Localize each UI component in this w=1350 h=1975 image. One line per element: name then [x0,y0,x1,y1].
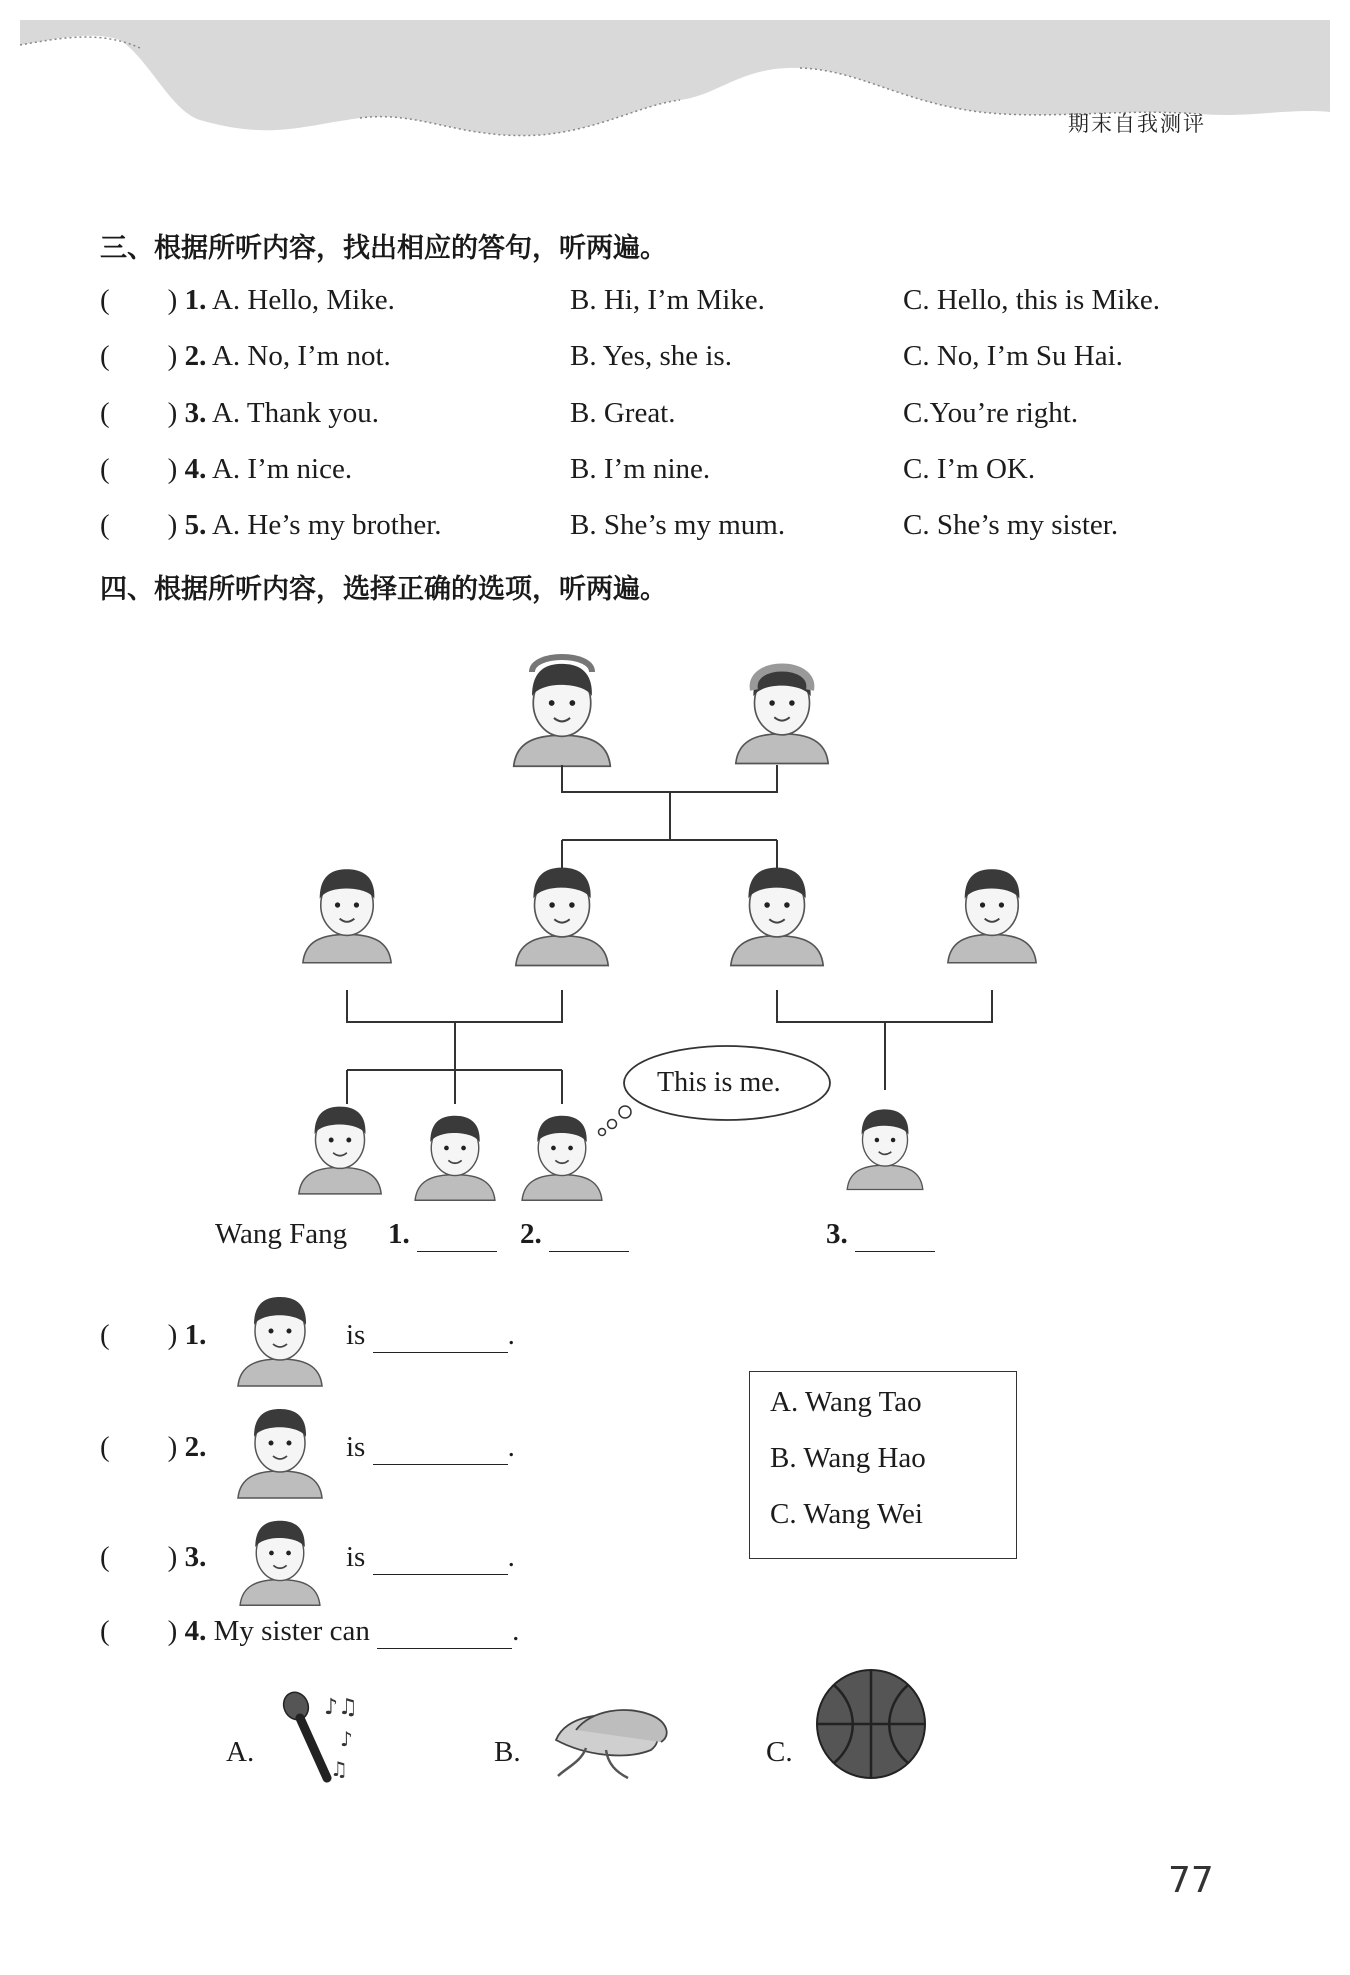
question-number: 4. [184,1615,207,1647]
option-c: C. I’m OK. [903,453,1036,485]
option-a: A. He’s my brother. [211,509,442,541]
section4-title: 四、根据所听内容，选择正确的选项，听两遍。 [100,574,667,605]
name-option-c: C. Wang Wei [770,1498,923,1530]
child-2-figure [522,1116,602,1201]
svg-text:♫: ♫ [330,1757,348,1781]
question-text: is [346,1431,366,1463]
option-a: A. No, I’m not. [211,340,391,372]
section4-question-1-text: is . [346,1319,515,1351]
name-option-b: B. Wang Hao [770,1442,926,1474]
answer-paren[interactable]: ( ) [100,1431,178,1463]
section4-question-2-text: is . [346,1431,515,1463]
child-1-figure [415,1116,495,1201]
option-b: B. Hi, I’m Mike. [570,284,765,316]
question-number: 1. [184,284,207,316]
grandma-figure [736,666,828,764]
tree-blank-number: 3. [826,1218,848,1250]
answer-blank[interactable] [373,1541,508,1575]
question-text: is [346,1541,366,1573]
answer-paren[interactable]: ( ) [100,1541,178,1573]
section4-question-3 [100,1541,206,1574]
option-c: C.You’re right. [903,397,1079,429]
answer-paren[interactable]: ( ) [100,509,178,541]
svg-text:♪: ♪ [340,1727,353,1751]
option-b: B. Great. [570,397,676,429]
option-c: C. No, I’m Su Hai. [903,340,1123,372]
ballet-shoes-icon [546,1690,676,1785]
child-3-figure [847,1109,923,1189]
option-a: A. Thank you. [211,397,379,429]
basketball-icon [814,1667,929,1782]
family-tree-diagram [0,630,1350,1270]
answer-paren[interactable]: ( ) [100,1615,178,1647]
section3-question-2 [100,340,391,373]
answer-blank[interactable] [855,1218,935,1252]
uncle-figure [516,868,608,966]
question-number: 4. [184,453,207,485]
bubble-text: This is me. [657,1067,781,1098]
portrait-q3 [240,1521,320,1606]
answer-blank[interactable] [417,1218,497,1252]
option-a: A. I’m nice. [211,453,353,485]
question-number: 3. [184,397,207,429]
header-title: 期末自我测评 [1068,112,1206,136]
option-b: B. She’s my mum. [570,509,786,541]
picture-option-b-label: B. [494,1736,521,1768]
option-b: B. Yes, she is. [570,340,732,372]
answer-paren[interactable]: ( ) [100,1319,178,1351]
tree-blank-2[interactable] [520,1218,629,1252]
question-number: 3. [184,1541,207,1573]
section4-question-3-text: is . [346,1541,515,1573]
section4-question-2 [100,1431,206,1464]
father-figure [731,868,823,966]
tree-blank-1[interactable] [388,1218,497,1252]
name-options-box [749,1371,1017,1559]
section3-question-5 [100,509,442,542]
answer-blank[interactable] [373,1431,508,1465]
answer-blank[interactable] [377,1615,512,1649]
name-option-a: A. Wang Tao [770,1386,922,1418]
answer-paren[interactable]: ( ) [100,453,178,485]
picture-option-c-label: C. [766,1736,793,1768]
aunt-figure [303,869,391,962]
section3-title: 三、根据所听内容，找出相应的答句，听两遍。 [100,233,667,264]
question-number: 2. [184,340,207,372]
question-text: My sister can [213,1615,370,1647]
svg-text:♪♫: ♪♫ [324,1695,358,1720]
question-number: 2. [184,1431,207,1463]
option-b: B. I’m nine. [570,453,711,485]
section3-question-3 [100,397,379,430]
grandpa-figure [514,657,611,766]
answer-paren[interactable]: ( ) [100,397,178,429]
mother-figure [948,869,1036,962]
tree-blank-number: 1. [388,1218,410,1250]
option-c: C. Hello, this is Mike. [903,284,1160,316]
question-portraits [230,1285,330,1615]
section4-question-4: ( ) 4. My sister can . [100,1615,520,1647]
tree-blank-number: 2. [520,1218,542,1250]
section4-question-1 [100,1319,206,1352]
answer-paren[interactable]: ( ) [100,340,178,372]
option-c: C. She’s my sister. [903,509,1119,541]
answer-paren[interactable]: ( ) [100,284,178,316]
picture-option-a-label: A. [226,1736,255,1768]
answer-blank[interactable] [549,1218,629,1252]
question-number: 5. [184,509,207,541]
section3-question-1 [100,284,395,317]
microphone-icon [272,1688,382,1788]
question-text: is [346,1319,366,1351]
portrait-q2 [238,1409,322,1498]
section3-question-4 [100,453,352,486]
wang-fang-label: Wang Fang [215,1218,348,1250]
portrait-q1 [238,1297,322,1386]
page-number: 77 [1168,1860,1214,1901]
option-a: A. Hello, Mike. [211,284,395,316]
wang-fang-figure [299,1107,381,1194]
question-number: 1. [184,1319,207,1351]
answer-blank[interactable] [373,1319,508,1353]
tree-blank-3[interactable] [826,1218,935,1252]
